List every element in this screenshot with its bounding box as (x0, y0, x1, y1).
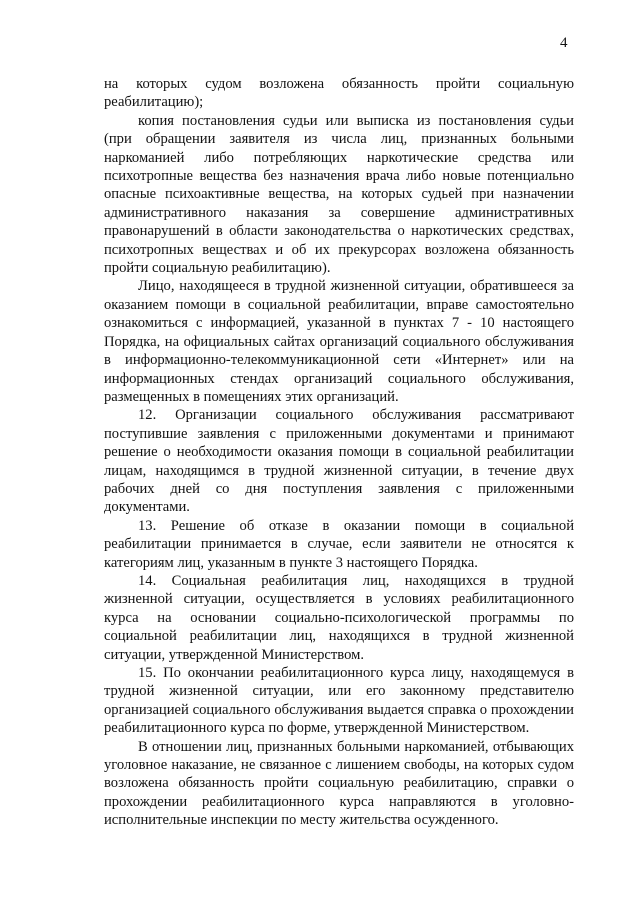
paragraph-judge-ruling-copy: копия постановления судьи или выписка из постановления судьи (при обращении заявителя из числа лиц, признанных больными наркоманией либо потребляющих наркотические средства или психотропные вещества без назначения врача либо новые потенциально опасные психоактивные вещества, на которых судьей при назначении административного наказания за совершение административных правонарушений в области законодательства о наркотических средствах, психотропных веществах и об их прекурсорах возложена обязанность пройти социальную реабилитацию). (104, 112, 574, 277)
paragraph-information-access: Лицо, находящееся в трудной жизненной ситуации, обратившееся за оказанием помощи в социальной реабилитации, вправе самостоятельно ознакомиться с информацией, указанной в пунктах 7 - 10 настоящего Порядка, на официальных сайтах организаций социального обслуживания в информационно-телекоммуникационной сети «Интернет» или на информационных стендах организаций социального обслуживания, размещенных в помещениях этих организаций. (104, 278, 574, 405)
paragraph-item-13: 13. Решение об отказе в оказании помощи в социальной реабилитации принимается в случае, если заявители не относятся к категориям лиц, указанным в пункте 3 настоящего Порядка. (104, 517, 574, 571)
paragraph-item-12: 12. Организации социального обслуживания рассматривают поступившие заявления с приложенными документами и принимают решение о необходимости оказания помощи в социальной реабилитации лицам, находящимся в трудной жизненной ситуации, в течение двух рабочих дней со дня поступления заявления с приложенными документами. (104, 407, 574, 516)
paragraph-item-14: 14. Социальная реабилитация лиц, находящихся в трудной жизненной ситуации, осуществляется в условиях реабилитационного курса на основании социально-психологической программы по социальной реабилитации лиц, находящихся в трудной жизненной ситуации, утвержденной Министерством. (104, 572, 574, 663)
document-body (104, 75, 574, 830)
page-number: 4 (560, 35, 568, 51)
paragraph-continuation: на которых судом возложена обязанность пройти социальную реабилитацию); (104, 76, 574, 111)
paragraph-item-15: 15. По окончании реабилитационного курса лицу, находящемуся в трудной жизненной ситуации, или его законному представителю организацией социального обслуживания выдается справка о прохождении реабилитационного курса по форме, утвержденной Министерством. (104, 665, 574, 737)
paragraph-certificates-inspections: В отношении лиц, признанных больными наркоманией, отбывающих уголовное наказание, не связанное с лишением свободы, на которых судом возложена обязанность пройти социальную реабилитацию, справки о прохождении реабилитационного курса направляются в уголовно-исполнительные инспекции по месту жительства осужденного. (104, 738, 574, 829)
